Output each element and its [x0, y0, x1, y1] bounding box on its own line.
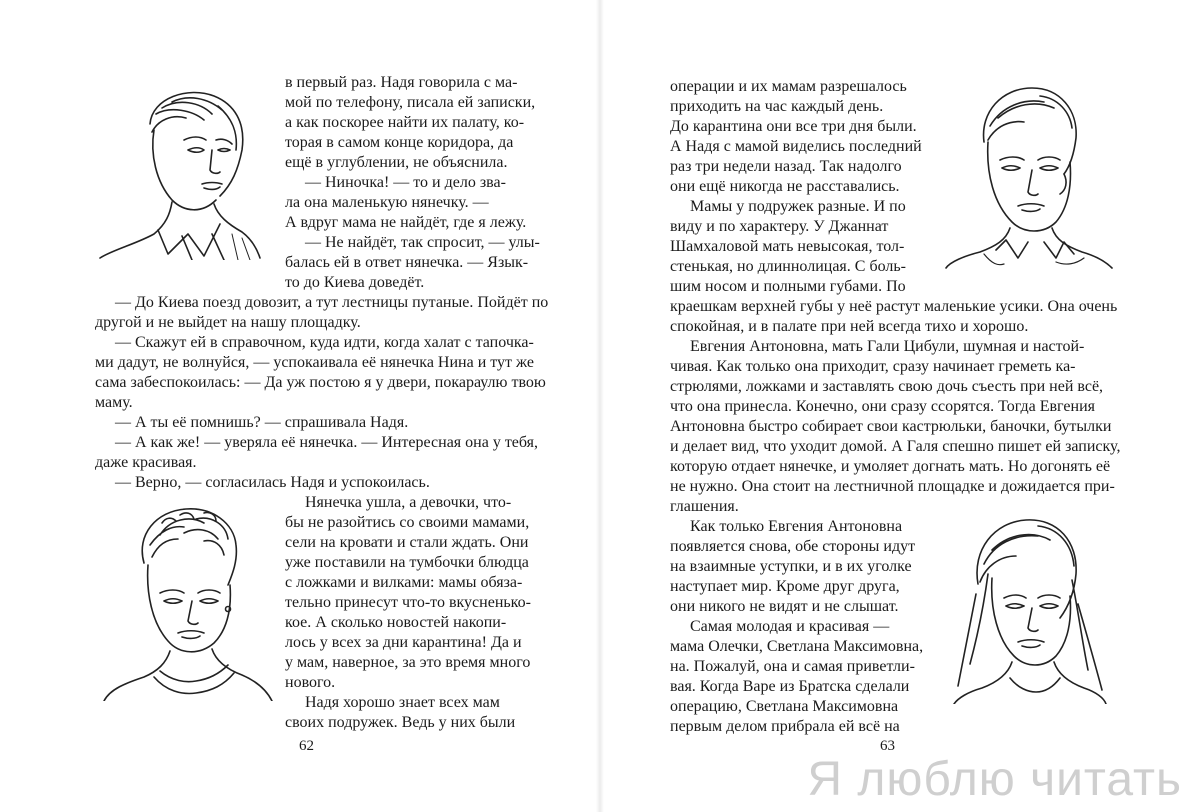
portrait-young-woman-long-hair — [948, 514, 1108, 704]
text-line: До карантина они все три дня были. — [670, 118, 917, 135]
page-number: 62 — [299, 738, 314, 754]
text-line: тельно принесут что-то вкусненько- — [285, 594, 531, 611]
text-line: раз три недели назад. Так надолго — [670, 158, 902, 175]
text-line: ещё в углублении, не объяснила. — [285, 154, 508, 171]
text-line: они никого не видят и не слышат. — [670, 598, 899, 615]
text-line: приходить на час каждый день. — [670, 98, 884, 115]
text-line: сама забеспокоилась: — Да уж постою я у двери, покараулю твою — [95, 374, 546, 391]
text-line: — А ты её помнишь? — спрашивала Надя. — [115, 414, 409, 431]
text-line: Нянечка ушла, а девочки, что- — [305, 494, 512, 511]
text-line: с ложками и вилками: мамы обяза- — [285, 574, 523, 591]
text-line: операции и их мамам разрешалось — [670, 78, 907, 95]
text-line: мама Олечки, Светлана Максимовна, — [670, 638, 924, 655]
text-line: появляется снова, обе стороны идут — [670, 538, 916, 555]
text-line: то до Киева доведёт. — [285, 274, 425, 291]
text-line: торая в самом конце коридора, да — [285, 134, 514, 151]
text-line: — А как же! — уверяла её нянечка. — Интересная она у тебя, — [115, 434, 539, 451]
text-line: — Ниночка! — то и дело зва- — [305, 174, 506, 191]
text-line: — Верно, — согласилась Надя и успокоилась. — [115, 474, 430, 491]
text-line: не нужно. Она стоит на лестничной площадке и дожидается при- — [670, 478, 1115, 495]
text-line: Антоновна быстро собирает свои кастрюльки, баночки, бутылки — [670, 418, 1112, 435]
text-line: Мамы у подружек разные. И по — [690, 198, 906, 215]
text-line: стенькая, но длиннолицая. С боль- — [670, 258, 906, 275]
page-number: 63 — [880, 738, 895, 754]
text-line: своих подружек. Ведь у них были — [285, 714, 516, 731]
text-line: даже красивая. — [95, 454, 197, 471]
right-page — [600, 0, 1200, 812]
text-line: которую отдает нянечке, и умоляет догнать мать. Но догонять её — [670, 458, 1111, 475]
text-line: стрюлями, ложками и заставлять свою дочь съесть при ней всё, — [670, 378, 1104, 395]
text-line: на взаимные уступки, и в их уголке — [670, 558, 912, 575]
text-line: шим носом и полными губами. По — [670, 278, 906, 295]
text-line: Надя хорошо знает всех мам — [305, 694, 500, 711]
text-line: они ещё никогда не расставались. — [670, 178, 900, 195]
text-line: — Не найдёт, так спросит, — улы- — [305, 234, 540, 251]
text-line: а как поскорее найти их палату, ко- — [285, 114, 525, 131]
text-line: мой по телефону, писала ей записки, — [285, 94, 536, 111]
text-line: маму. — [95, 394, 133, 411]
text-line: и делает вид, что уходит домой. А Галя спешно пишет ей записку, — [670, 438, 1121, 455]
text-line: вая. Когда Варе из Братска сделали — [670, 678, 910, 695]
text-line: в первый раз. Надя говорила с ма- — [285, 74, 518, 91]
text-line: А вдруг мама не найдёт, где я лежу. — [285, 214, 527, 231]
portrait-woman-updo — [100, 505, 278, 701]
text-line: ми дадут, не волнуйся, — успокаивала её нянечка Нина и тут же — [95, 354, 534, 371]
text-line: чивая. Как только она приходит, сразу начинает греметь ка- — [670, 358, 1076, 375]
text-line: Самая молодая и красивая — — [690, 618, 890, 635]
text-line: сели на кровати и стали ждать. Они — [285, 534, 529, 551]
text-line: первым делом прибрала ей всё на — [670, 718, 900, 735]
text-line: ла она маленькую нянечку. — — [285, 194, 489, 211]
text-line: глашения. — [670, 498, 739, 515]
text-line: у мам, наверное, за это время много — [285, 654, 531, 671]
text-line: спокойная, и в палате при ней всегда тихо и хорошо. — [670, 318, 1029, 335]
text-line: Как только Евгения Антоновна — [690, 518, 903, 535]
text-line: краешкам верхней губы у неё растут маленькие усики. Она очень — [670, 298, 1118, 315]
text-line: бы не разойтись со своими мамами, — [285, 514, 530, 531]
text-line: что она принесла. Конечно, они сразу ссорятся. Тогда Евгения — [670, 398, 1095, 415]
text-line: лось у всех за дни карантина! Да и — [285, 634, 522, 651]
portrait-woman-plain — [944, 82, 1114, 270]
text-line: Шамхаловой мать невысокая, тол- — [670, 238, 905, 255]
text-line: уже поставили на тумбочки блюдца — [285, 554, 529, 571]
text-line: А Надя с мамой виделись последний — [670, 138, 922, 155]
text-line: наступает мир. Кроме друг друга, — [670, 578, 900, 595]
text-line: Евгения Антоновна, мать Гали Цибули, шумная и настой- — [690, 338, 1085, 355]
text-line: другой и не выйдет на нашу площадку. — [95, 314, 361, 331]
text-line: балась ей в ответ нянечка. — Язык- — [285, 254, 529, 271]
text-line: — Скажут ей в справочном, куда идти, когда халат с тапочка- — [115, 334, 534, 351]
site-watermark: Я люблю читать — [807, 753, 1182, 806]
text-line: операцию, Светлана Максимовна — [670, 698, 899, 715]
text-line: — До Киева поезд довозит, а тут лестницы путаные. Пойдёт по — [115, 294, 549, 311]
text-line: нового. — [285, 674, 336, 691]
text-line: на. Пожалуй, она и самая приветли- — [670, 658, 915, 675]
text-line: виду и по характеру. У Джаннат — [670, 218, 889, 235]
text-line: кое. А сколько новостей накопи- — [285, 614, 507, 631]
portrait-girl-short-hair — [92, 84, 264, 260]
